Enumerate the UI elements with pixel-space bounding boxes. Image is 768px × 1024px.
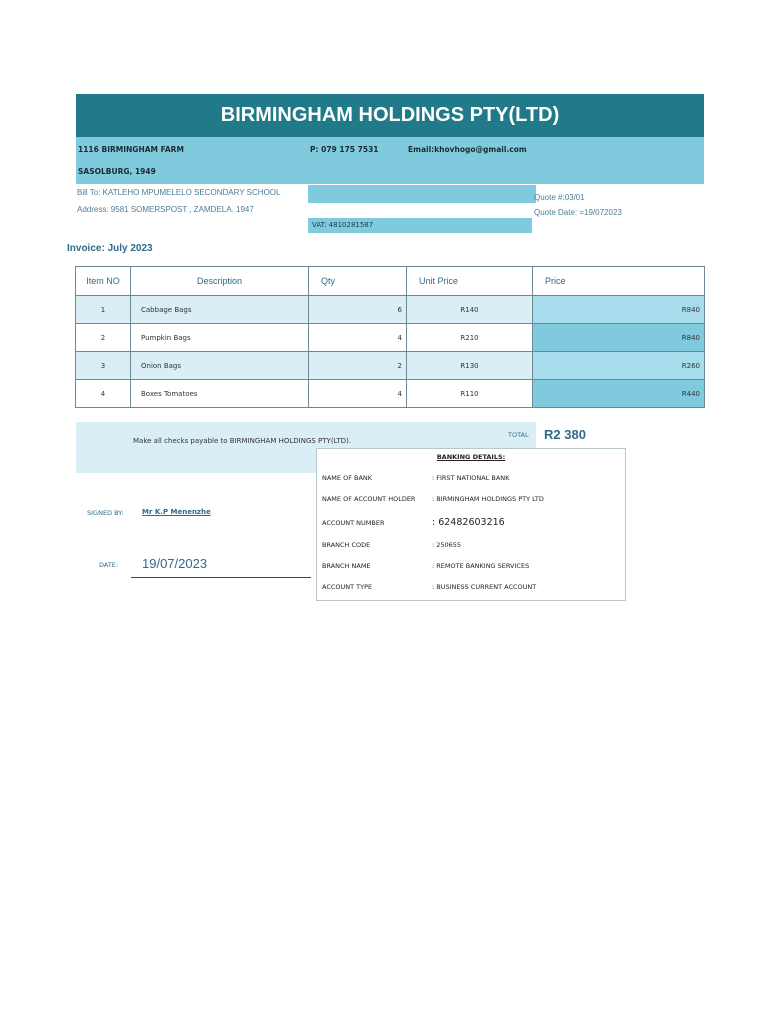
cell-price: R840 — [533, 324, 705, 352]
bank-value: : 250655 — [432, 541, 462, 549]
email-address: Email:khovhogo@gmail.com — [408, 145, 527, 154]
cell-item: 4 — [76, 380, 131, 408]
cell-description: Pumpkin Bags — [131, 324, 309, 352]
banking-title: BANKING DETAILS: — [436, 453, 506, 461]
col-header-unit-price: Unit Price — [407, 267, 533, 296]
address-bar — [76, 137, 704, 184]
cell-description: Cabbage Bags — [131, 296, 309, 324]
quote-date: Quote Date: =19/072023 — [534, 208, 622, 217]
bank-value: : FIRST NATIONAL BANK — [432, 474, 510, 482]
col-header-price: Price — [533, 267, 705, 296]
cell-unit-price: R110 — [407, 380, 533, 408]
invoice-title: Invoice: July 2023 — [67, 243, 153, 254]
date-underline — [131, 577, 311, 578]
total-label: TOTAL — [508, 431, 529, 439]
cell-price: R260 — [533, 352, 705, 380]
cell-item: 2 — [76, 324, 131, 352]
vat-number: VAT: 4810281587 — [308, 218, 532, 233]
bank-value: : BIRMINGHAM HOLDINGS PTY LTD — [432, 495, 544, 503]
col-header-item: Item NO — [76, 267, 131, 296]
bank-label: NAME OF ACCOUNT HOLDER — [322, 495, 416, 503]
bill-to: Bill To: KATLEHO MPUMELELO SECONDARY SCHOOL — [77, 188, 281, 197]
table-row — [76, 352, 705, 380]
cell-item: 3 — [76, 352, 131, 380]
signed-by-label: SIGNED BY: — [87, 509, 124, 517]
cell-price: R440 — [533, 380, 705, 408]
address-line1: 1116 BIRMINGHAM FARM — [78, 145, 184, 154]
items-table — [75, 266, 705, 408]
cell-qty: 6 — [309, 296, 407, 324]
table-row — [76, 296, 705, 324]
quote-number: Quote #:03/01 — [534, 193, 585, 202]
bank-label: BRANCH CODE — [322, 541, 371, 549]
cell-qty: 2 — [309, 352, 407, 380]
table-header-row — [76, 267, 705, 296]
cell-qty: 4 — [309, 380, 407, 408]
table-row — [76, 380, 705, 408]
cell-unit-price: R130 — [407, 352, 533, 380]
signed-by-name: Mr K.P Menenzhe — [142, 508, 211, 516]
bill-address: Address: 9581 SOMERSPOST , ZAMDELA. 1947 — [77, 205, 254, 214]
col-header-description: Description — [131, 267, 309, 296]
bank-value: : 62482603216 — [432, 517, 505, 528]
bank-value: : REMOTE BANKING SERVICES — [432, 562, 530, 570]
bank-label: ACCOUNT TYPE — [322, 583, 373, 591]
address-line2: SASOLBURG, 1949 — [78, 167, 156, 176]
total-value: R2 380 — [544, 427, 586, 442]
date-value: 19/07/2023 — [142, 556, 208, 571]
bank-label: BRANCH NAME — [322, 562, 371, 570]
table-row — [76, 324, 705, 352]
date-label: DATE: — [99, 561, 119, 569]
banking-details-box — [316, 448, 626, 601]
bank-value: : BUSINESS CURRENT ACCOUNT — [432, 583, 537, 591]
info-band — [308, 185, 536, 203]
company-title: BIRMINGHAM HOLDINGS PTY(LTD) — [76, 94, 704, 137]
phone-number: P: 079 175 7531 — [310, 145, 379, 154]
bank-label: NAME OF BANK — [322, 474, 373, 482]
cell-unit-price: R210 — [407, 324, 533, 352]
cell-qty: 4 — [309, 324, 407, 352]
cell-price: R840 — [533, 296, 705, 324]
cell-description: Boxes Tomatoes — [131, 380, 309, 408]
col-header-qty: Qty — [309, 267, 407, 296]
cell-item: 1 — [76, 296, 131, 324]
bank-label: ACCOUNT NUMBER — [322, 519, 385, 527]
cell-description: Onion Bags — [131, 352, 309, 380]
payment-note: Make all checks payable to BIRMINGHAM HOLDINGS PTY(LTD). — [133, 437, 352, 445]
cell-unit-price: R140 — [407, 296, 533, 324]
